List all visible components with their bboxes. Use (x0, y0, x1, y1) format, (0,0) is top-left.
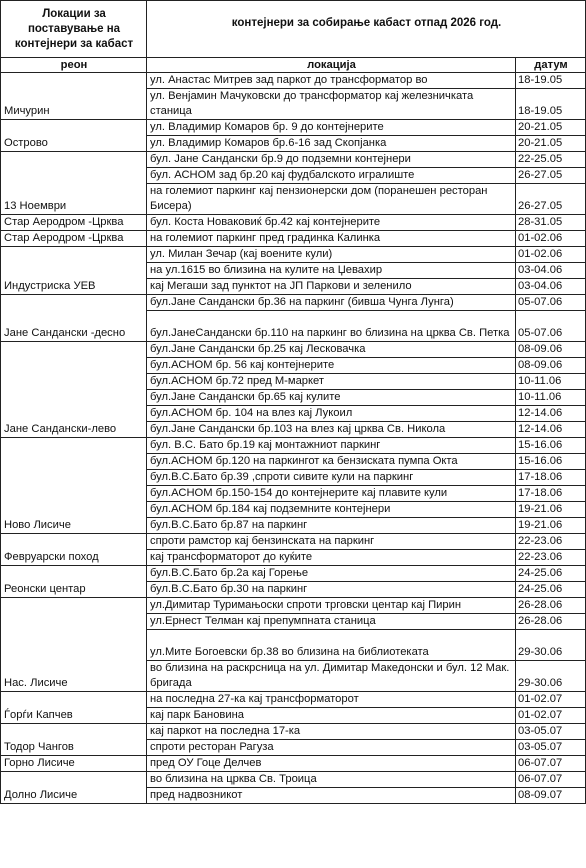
date-cell: 08-09.06 (516, 342, 586, 358)
location-cell: бул.В.С.Бато бр.39 ,спроти сивите кули на паркинг (147, 470, 516, 486)
region-cell: Ѓорѓи Капчев (1, 692, 147, 724)
location-cell: бул. В.С. Бато бр.19 кај монтажниот паркинг (147, 438, 516, 454)
location-cell: бул.АСНОМ бр. 56 кај контејнерите (147, 358, 516, 374)
date-cell: 24-25.06 (516, 566, 586, 582)
location-cell: бул. Јане Сандански бр.9 до подземни контејнери (147, 152, 516, 168)
date-cell: 22-25.05 (516, 152, 586, 168)
location-cell: на големиот паркинг пред градинка Калинка (147, 231, 516, 247)
location-cell: ул.Мите Богоевски бр.38 во близина на библиотеката (147, 630, 516, 661)
region-cell: Горно Лисиче (1, 756, 147, 772)
date-cell: 01-02.07 (516, 692, 586, 708)
table-row (1, 692, 586, 708)
location-cell: бул. Коста Новаковиќ бр.42 кај контејнерите (147, 215, 516, 231)
location-cell: кај трансформаторот до куќите (147, 550, 516, 566)
date-cell: 03-04.06 (516, 279, 586, 295)
date-cell: 20-21.05 (516, 120, 586, 136)
table-row (1, 598, 586, 614)
date-cell: 01-02.07 (516, 708, 586, 724)
region-cell: Нас. Лисиче (1, 598, 147, 692)
date-cell: 26-27.05 (516, 184, 586, 215)
location-cell: на последна 27-ка кај трансформаторот (147, 692, 516, 708)
table-row (1, 566, 586, 582)
region-cell: Стар Аеродром -Црква (1, 215, 147, 231)
table-row (1, 438, 586, 454)
date-cell: 29-30.06 (516, 630, 586, 661)
date-cell: 01-02.06 (516, 231, 586, 247)
date-cell: 28-31.05 (516, 215, 586, 231)
table-row (1, 152, 586, 168)
date-cell: 29-30.06 (516, 661, 586, 692)
location-cell: бул.В.С.Бато бр.2а кај Горење (147, 566, 516, 582)
date-cell: 26-28.06 (516, 614, 586, 630)
location-cell: ул.Ернест Телман кај препумпната станица (147, 614, 516, 630)
date-cell: 08-09.06 (516, 358, 586, 374)
title-row (1, 1, 586, 58)
region-cell: Острово (1, 120, 147, 152)
location-cell: бул.ЈанеСандански бр.110 на паркинг во близина на црква Св. Петка (147, 311, 516, 342)
table-row (1, 120, 586, 136)
table-row (1, 295, 586, 311)
location-cell: ул. Венјамин Мачуковски до трансформатор кај железничката станица (147, 89, 516, 120)
location-cell: спроти ресторан Рагуза (147, 740, 516, 756)
date-cell: 15-16.06 (516, 454, 586, 470)
date-cell: 19-21.06 (516, 518, 586, 534)
location-cell: кај паркот на последна 17-ка (147, 724, 516, 740)
region-cell: Стар Аеродром -Црква (1, 231, 147, 247)
location-cell: бул.В.С.Бато бр.30 на паркинг (147, 582, 516, 598)
column-group-title: Локации за поставување на контејнери за кабаст (1, 1, 147, 58)
location-cell: пред ОУ Гоце Делчев (147, 756, 516, 772)
date-cell: 18-19.05 (516, 73, 586, 89)
date-cell: 08-09.07 (516, 788, 586, 804)
date-cell: 26-28.06 (516, 598, 586, 614)
date-column-header: датум (516, 58, 586, 73)
table-main-title: контејнери за собирање кабаст отпад 2026 год. (147, 1, 586, 58)
region-cell: Јане Сандански -десно (1, 295, 147, 342)
date-cell: 15-16.06 (516, 438, 586, 454)
location-cell: бул.Јане Сандански бр.36 на паркинг (бивша Чунга Лунга) (147, 295, 516, 311)
location-cell: спроти рамстор кај бензинската на паркинг (147, 534, 516, 550)
date-cell: 03-05.07 (516, 740, 586, 756)
date-cell: 06-07.07 (516, 772, 586, 788)
table-row (1, 534, 586, 550)
date-cell: 10-11.06 (516, 374, 586, 390)
region-cell: Мичурин (1, 73, 147, 120)
region-cell: 13 Ноември (1, 152, 147, 215)
location-column-header: локација (147, 58, 516, 73)
region-cell: Јане Сандански-лево (1, 342, 147, 438)
location-cell: кај парк Бановина (147, 708, 516, 724)
date-cell: 10-11.06 (516, 390, 586, 406)
table-row (1, 231, 586, 247)
date-cell: 17-18.06 (516, 470, 586, 486)
date-cell: 06-07.07 (516, 756, 586, 772)
location-cell: бул.В.С.Бато бр.87 на паркинг (147, 518, 516, 534)
date-cell: 05-07.06 (516, 311, 586, 342)
location-cell: на големиот паркинг кај пензионерски дом (поранешен ресторан Бисера) (147, 184, 516, 215)
location-cell: бул.АСНОМ бр. 104 на влез кај Лукоил (147, 406, 516, 422)
location-cell: бул. АСНОМ зад бр.20 кај фудбалското игралиште (147, 168, 516, 184)
date-cell: 22-23.06 (516, 534, 586, 550)
region-cell: Февруарски поход (1, 534, 147, 566)
date-cell: 03-05.07 (516, 724, 586, 740)
location-cell: во близина на раскрсница на ул. Димитар Македонски и бул. 12 Мак. бригада (147, 661, 516, 692)
location-cell: ул. Владимир Комаров бр. 9 до контејнерите (147, 120, 516, 136)
location-cell: во близина на црква Св. Троица (147, 772, 516, 788)
date-cell: 03-04.06 (516, 263, 586, 279)
date-cell: 26-27.05 (516, 168, 586, 184)
location-cell: бул.АСНОМ бр.150-154 до контејнерите кај плавите кули (147, 486, 516, 502)
location-cell: ул. Анастас Митрев зад паркот до трансформатор во (147, 73, 516, 89)
date-cell: 12-14.06 (516, 406, 586, 422)
date-cell: 01-02.06 (516, 247, 586, 263)
location-cell: кај Мегаши зад пунктот на ЈП Паркови и зеленило (147, 279, 516, 295)
table-row (1, 756, 586, 772)
date-cell: 18-19.05 (516, 89, 586, 120)
region-column-header: реон (1, 58, 147, 73)
table-row (1, 772, 586, 788)
date-cell: 24-25.06 (516, 582, 586, 598)
table-row (1, 73, 586, 89)
location-cell: ул.Димитар Туримањоски спроти трговски центар кај Пирин (147, 598, 516, 614)
date-cell: 19-21.06 (516, 502, 586, 518)
region-cell: Реонски центар (1, 566, 147, 598)
location-cell: бул.Јане Сандански бр.103 на влез кај црква Св. Никола (147, 422, 516, 438)
location-cell: ул. Милан Зечар (кај воените кули) (147, 247, 516, 263)
date-cell: 05-07.06 (516, 295, 586, 311)
region-cell: Индустриска УЕВ (1, 247, 147, 295)
location-cell: на ул.1615 во близина на кулите на Џевахир (147, 263, 516, 279)
region-cell: Тодор Чангов (1, 724, 147, 756)
region-cell: Ново Лисиче (1, 438, 147, 534)
region-cell: Долно Лисиче (1, 772, 147, 804)
location-cell: бул.АСНОМ бр.120 на паркингот ка бензиската пумпа Окта (147, 454, 516, 470)
location-cell: бул.АСНОМ бр.72 пред М-маркет (147, 374, 516, 390)
location-cell: бул.АСНОМ бр.184 кај подземните контејнери (147, 502, 516, 518)
date-cell: 20-21.05 (516, 136, 586, 152)
date-cell: 12-14.06 (516, 422, 586, 438)
location-cell: пред надвозникот (147, 788, 516, 804)
table-row (1, 247, 586, 263)
header-row (1, 58, 586, 73)
table-row (1, 724, 586, 740)
location-cell: бул.Јане Сандански бр.25 кај Лесковачка (147, 342, 516, 358)
table-row (1, 342, 586, 358)
date-cell: 22-23.06 (516, 550, 586, 566)
location-cell: ул. Владимир Комаров бр.6-16 зад Скопјанка (147, 136, 516, 152)
table-row (1, 215, 586, 231)
date-cell: 17-18.06 (516, 486, 586, 502)
location-cell: бул.Јане Сандански бр.65 кај кулите (147, 390, 516, 406)
